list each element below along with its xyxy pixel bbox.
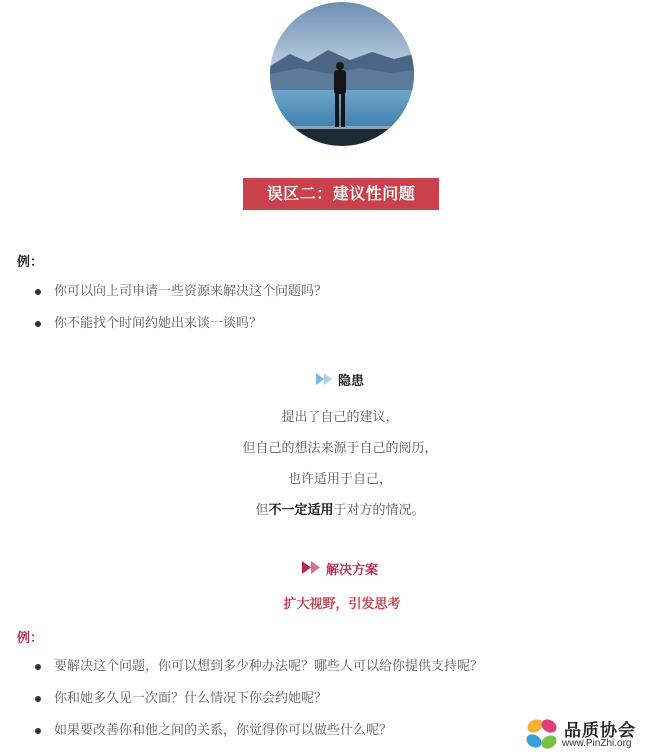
double-arrow-icon	[316, 372, 334, 392]
solution-heading	[0, 561, 648, 581]
hidden-risk-heading	[0, 372, 648, 392]
list-item: 要解决这个问题，你可以想到多少种办法呢？哪些人可以给你提供支持呢？	[0, 651, 600, 683]
double-arrow-icon	[302, 561, 322, 581]
example-label: 例：	[17, 631, 44, 646]
example-label: 例：	[17, 255, 44, 270]
hero-photo	[270, 2, 414, 146]
solution-subtitle: 扩大视野，引发思考	[283, 597, 401, 612]
list-item: 你不能找个时间约她出来谈一谈吗？	[0, 308, 520, 340]
list-item: 如果要改善你和他之间的关系，你觉得你可以做些什么呢？	[0, 715, 600, 747]
example-list	[0, 276, 520, 340]
lake-person-illustration	[270, 2, 414, 146]
watermark-logo	[522, 714, 648, 754]
watermark-url: www.PinZhi.org	[562, 738, 632, 749]
risk-bold-phrase: 不一定适用	[268, 503, 334, 518]
hidden-risk-title: 隐患	[337, 374, 364, 389]
risk-prefix: 但	[255, 503, 269, 518]
risk-line-emphasis	[0, 495, 648, 526]
risk-line: 但自己的想法来源于自己的阅历，	[242, 441, 438, 456]
risk-line: 提出了自己的建议，	[281, 410, 399, 425]
risk-suffix: 于对方的情况。	[333, 503, 425, 518]
risk-line: 也许适用于自己，	[287, 472, 392, 487]
section-banner: 误区二：建议性问题	[243, 178, 439, 210]
hidden-risk-section	[0, 372, 648, 526]
watermark-name: 品质协会	[564, 721, 636, 741]
list-item: 你和她多久见一次面？什么情况下你会约她呢？	[0, 683, 600, 715]
solution-title: 解决方案	[325, 563, 378, 578]
list-item: 你可以向上司申请一些资源来解决这个问题吗？	[0, 276, 520, 308]
solution-section	[0, 561, 648, 581]
flower-logo-icon	[522, 714, 562, 754]
example-list	[0, 651, 600, 747]
